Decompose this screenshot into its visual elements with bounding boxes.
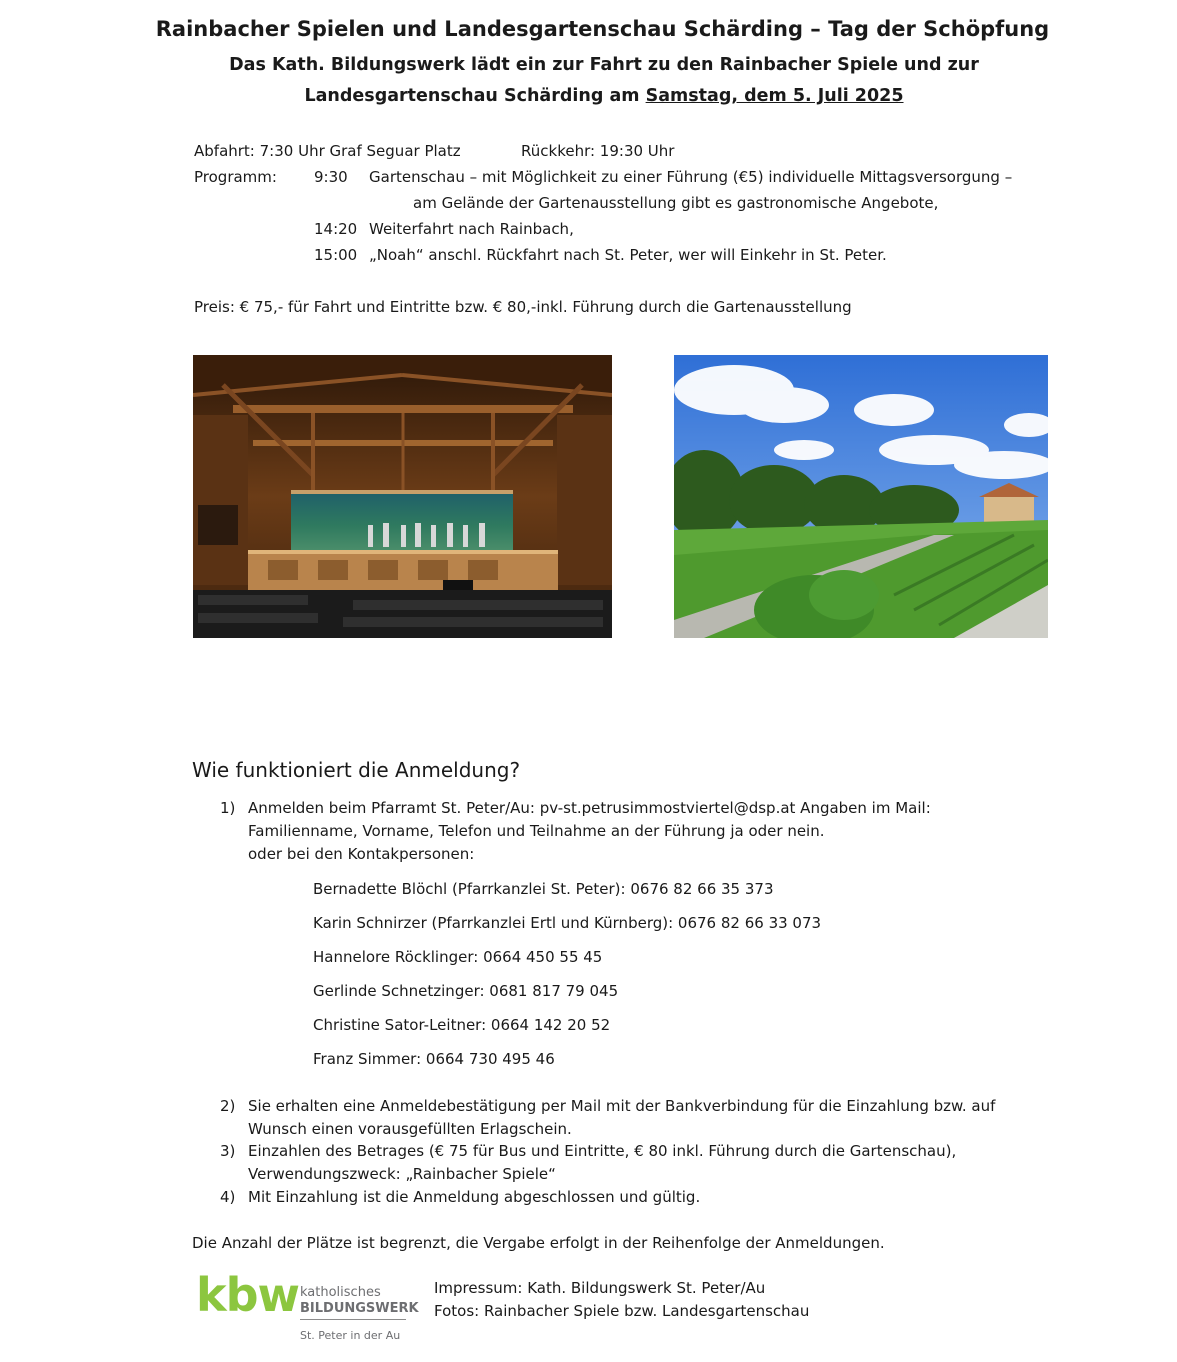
step-number: 1) [220,799,236,817]
step-text: Familienname, Vorname, Telefon und Teilnahme an der Führung ja oder nein. [248,822,825,840]
program-text: „Noah“ anschl. Rückfahrt nach St. Peter, wer will Einkehr in St. Peter. [369,246,887,264]
logo-text-katholisches: katholisches [300,1285,381,1300]
contact-person: Gerlinde Schnetzinger: 0681 817 79 045 [313,982,619,1000]
subtitle-prefix: Landesgartenschau Schärding am [304,86,646,106]
availability-note: Die Anzahl der Plätze ist begrenzt, die Vergabe erfolgt in der Reihenfolge der Anmeldungen. [192,1234,885,1252]
contact-person: Bernadette Blöchl (Pfarrkanzlei St. Peter): 0676 82 66 35 373 [313,880,774,898]
contact-person: Hannelore Röcklinger: 0664 450 55 45 [313,948,603,966]
theater-stage-image [193,355,612,638]
step-text: Sie erhalten eine Anmeldebestätigung per Mail mit der Bankverbindung für die Einzahlung bzw. auf [248,1097,996,1115]
program-text: Weiterfahrt nach Rainbach, [369,220,574,238]
kbw-logo-mark: kbw [196,1268,300,1322]
contact-person: Karin Schnirzer (Pfarrkanzlei Ertl und Kürnberg): 0676 82 66 33 073 [313,914,822,932]
step-text: Anmelden beim Pfarramt St. Peter/Au: pv-st.petrusimmostviertel@dsp.at Angaben im Mail: [248,799,931,817]
photo-credits: Fotos: Rainbacher Spiele bzw. Landesgartenschau [434,1302,810,1320]
departure-info: Abfahrt: 7:30 Uhr Graf Seguar Platz [194,142,461,160]
contact-person: Christine Sator-Leitner: 0664 142 20 52 [313,1016,611,1034]
price-info: Preis: € 75,- für Fahrt und Eintritte bzw. € 80,-inkl. Führung durch die Gartenausstellung [194,298,852,316]
subtitle-line-1: Das Kath. Bildungswerk lädt ein zur Fahrt zu den Rainbacher Spiele und zur [229,55,979,75]
registration-heading: Wie funktioniert die Anmeldung? [192,758,521,782]
return-info: Rückkehr: 19:30 Uhr [521,142,675,160]
garden-show-photo [674,355,1048,638]
step-text: Wunsch einen vorausgefüllten Erlagschein. [248,1120,572,1138]
subtitle-line-2 [0,86,1177,106]
step-number: 2) [220,1097,236,1115]
trip-date: Samstag, dem 5. Juli 2025 [645,86,904,106]
step-number: 4) [220,1188,236,1206]
logo-text-location: St. Peter in der Au [300,1329,401,1342]
logo-text-bildungswerk: BILDUNGSWERK [300,1301,419,1316]
program-label: Programm: [194,168,277,186]
step-text: oder bei den Kontakpersonen: [248,845,475,863]
logo-divider [300,1319,406,1320]
step-text: Verwendungszweck: „Rainbacher Spiele“ [248,1165,556,1183]
program-time: 14:20 [314,220,358,238]
theater-stage-photo [193,355,612,638]
kbw-logo [196,1268,419,1352]
step-text: Mit Einzahlung ist die Anmeldung abgeschlossen und gültig. [248,1188,701,1206]
program-text: am Gelände der Gartenausstellung gibt es gastronomische Angebote, [413,194,939,212]
step-text: Einzahlen des Betrages (€ 75 für Bus und Eintritte, € 80 inkl. Führung durch die Gartenschau), [248,1142,957,1160]
garden-show-image [674,355,1048,638]
contact-person: Franz Simmer: 0664 730 495 46 [313,1050,555,1068]
program-text: Gartenschau – mit Möglichkeit zu einer Führung (€5) individuelle Mittagsversorgung – [369,168,1013,186]
page-title: Rainbacher Spielen und Landesgartenschau Schärding – Tag der Schöpfung [155,17,1050,41]
program-time: 15:00 [314,246,358,264]
step-number: 3) [220,1142,236,1160]
impressum: Impressum: Kath. Bildungswerk St. Peter/Au [434,1279,766,1297]
program-time: 9:30 [314,168,348,186]
